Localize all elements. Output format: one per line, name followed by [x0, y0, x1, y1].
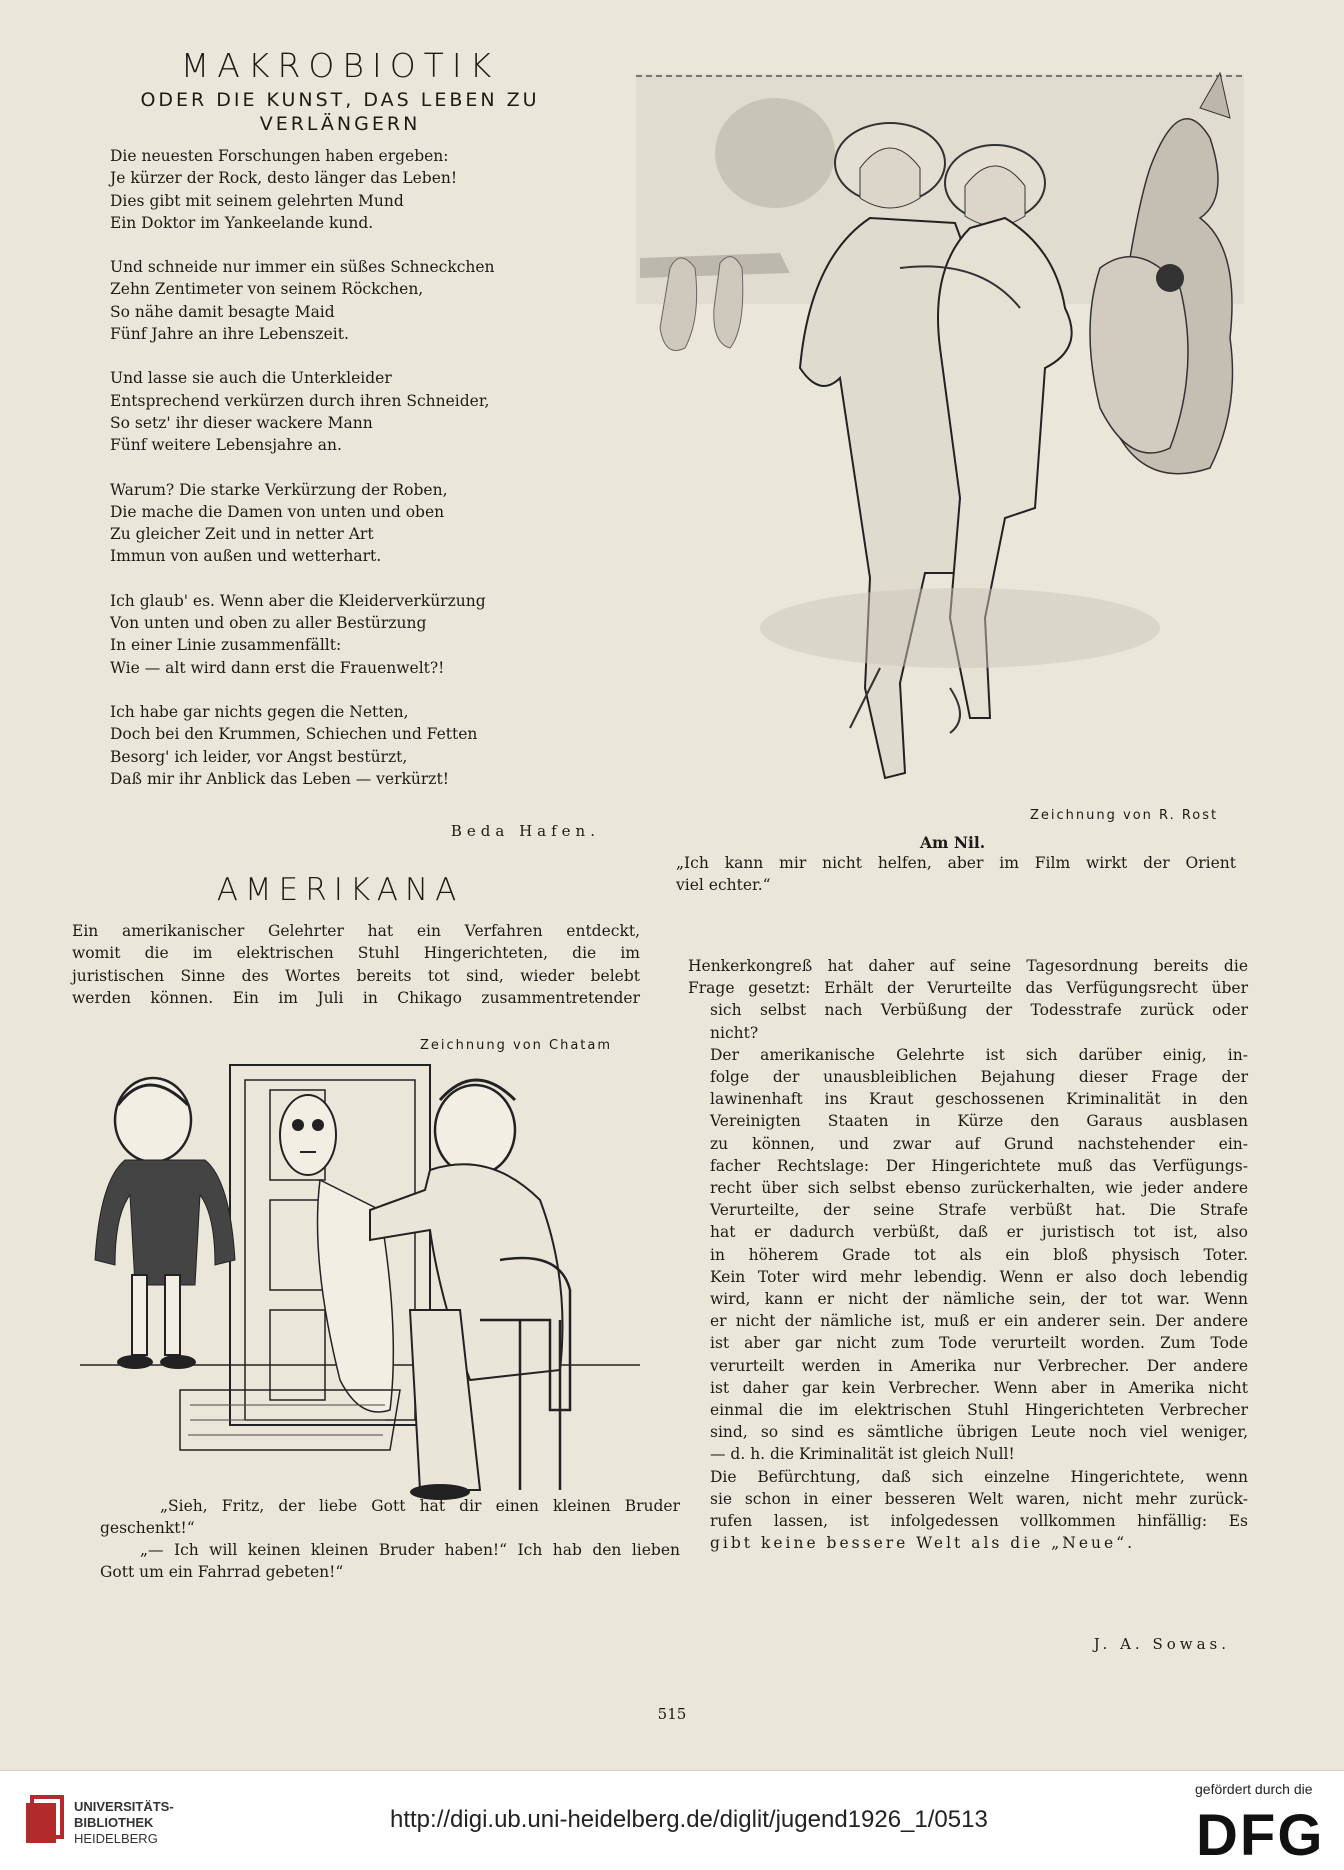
illustration-bottom-credit: Zeichnung von Chatam [420, 1038, 613, 1053]
library-line1: UNIVERSITÄTS- [74, 1799, 174, 1814]
article-line: sich selbst nach Verbüßung der Todesstrafe zurück oder [710, 1001, 1248, 1020]
poem-title: MAKROBIOTIK [180, 46, 500, 85]
article-line: einmal die im elektrischen Stuhl Hingerichteten Verbrecher [710, 1401, 1248, 1420]
article-body [688, 955, 1248, 1554]
poem-body [110, 145, 580, 812]
article-line: Vereinigten Staaten in Kürze den Garaus ausblasen [710, 1112, 1248, 1131]
poem-line: Doch bei den Krummen, Schiechen und Fetten [110, 725, 478, 744]
article-line: Kein Toter wird mehr lebendig. Wenn er also doch lebendig [710, 1267, 1248, 1286]
caption-line: Gott um ein Fahrrad gebeten!“ [100, 1563, 344, 1581]
article-intro [72, 920, 640, 1010]
article-line: Frage gesetzt: Erhält der Verurteilte das Verfügungsrecht über [688, 979, 1248, 998]
illustration-top-caption-title: Am Nil. [920, 833, 986, 852]
caption-line: geschenkt!“ [100, 1519, 195, 1537]
article-line: rufen lassen, ist infolgedessen vollkommen hinfällig: Es [710, 1512, 1248, 1531]
article-author: J. A. Sowas. [1093, 1635, 1230, 1653]
caption-line: „Ich kann mir nicht helfen, aber im Film wirkt der Orient [676, 854, 1236, 872]
library-line3: HEIDELBERG [74, 1831, 158, 1846]
article-line: sie schon in einer besseren Welt waren, nicht mehr zurück- [710, 1489, 1248, 1508]
article-line: Henkerkongreß hat daher auf seine Tagesordnung bereits die [688, 957, 1248, 975]
article-line: Verurteilte, der seine Strafe verbüßt hat. Die Strafe [710, 1201, 1248, 1220]
article-line: juristischen Sinne des Wortes bereits tot sind, wieder belebt [72, 966, 640, 985]
illustration-two-women [630, 68, 1250, 828]
article-line: nicht? [710, 1023, 759, 1042]
footer-bar [0, 1770, 1344, 1870]
article-line: recht über sich selbst ebenso zurückerhalten, wie jeder andere [710, 1179, 1248, 1198]
university-logo-icon [20, 1793, 68, 1849]
poem-line: Immun von außen und wetterhart. [110, 547, 382, 566]
article-line: folge der unausbleiblichen Bejahung dieser Frage der [710, 1068, 1248, 1087]
illustration-top-credit: Zeichnung von R. Rost [1030, 808, 1219, 823]
poem-stanza [110, 590, 580, 679]
poem-line: Von unten und oben zu aller Bestürzung [110, 614, 427, 633]
article-line: lawinenhaft ins Kraut geschossenen Kriminalität in den [710, 1090, 1248, 1109]
article-line: in höherem Grade tot als ein bloß physisch Toter. [710, 1245, 1248, 1264]
article-line: hat er dadurch verbüßt, daß er juristisch tot ist, also [710, 1223, 1248, 1242]
article-line: Die Befürchtung, daß sich einzelne Hingerichtete, wenn [710, 1467, 1248, 1486]
poem-line: Ein Doktor im Yankeelande kund. [110, 213, 374, 232]
source-url-link[interactable]: http://digi.ub.uni-heidelberg.de/diglit/jugend1926_1/0513 [390, 1806, 988, 1833]
article-line: verurteilt werden in Amerika nur Verbrecher. Der andere [710, 1356, 1248, 1375]
poem-line: Ich habe gar nichts gegen die Netten, [110, 702, 409, 721]
article-line: wird, kann er nicht der nämliche sein, der tot war. Wenn [710, 1290, 1248, 1309]
article-line: werden können. Ein im Juli in Chikago zusammentretender [72, 989, 640, 1008]
article-line: Ein amerikanischer Gelehrter hat ein Verfahren entdeckt, [72, 922, 640, 940]
poem-stanza [110, 256, 580, 345]
poem-subtitle-line2: VERLÄNGERN [259, 113, 421, 135]
poem-line: Die mache die Damen von unten und oben [110, 502, 445, 521]
article-line: gibt keine bessere Welt als die „Neue“. [710, 1534, 1136, 1553]
caption-line: „Sieh, Fritz, der liebe Gott hat dir einen kleinen Bruder [160, 1497, 680, 1515]
poem-stanza [110, 145, 580, 234]
article-line: sind, so sind es sämtliche übrigen Leute noch viel weniger, [710, 1423, 1248, 1442]
poem-stanza [110, 479, 580, 568]
poem-line: Die neuesten Forschungen haben ergeben: [110, 147, 449, 165]
illustration-boy-and-father [80, 1060, 640, 1510]
article-line: womit die im elektrischen Stuhl Hingerichteten, die im [72, 944, 640, 963]
article-line: — d. h. die Kriminalität ist gleich Null! [710, 1445, 1015, 1464]
library-name [74, 1799, 174, 1847]
illustration-top-caption [676, 852, 1236, 896]
poem-stanza [110, 701, 580, 790]
article-line: Der amerikanische Gelehrte ist sich darüber einig, in- [710, 1045, 1248, 1064]
poem-line: Besorg' ich leider, vor Angst bestürzt, [110, 747, 408, 766]
poem-subtitle-line1: ODER DIE KUNST, DAS LEBEN ZU [140, 89, 540, 111]
poem-line: So setz' ihr dieser wackere Mann [110, 413, 373, 432]
poem-line: Fünf Jahre an ihre Lebenszeit. [110, 325, 349, 344]
poem-line: So nähe damit besagte Maid [110, 302, 335, 321]
poem-line: Ich glaub' es. Wenn aber die Kleiderverkürzung [110, 591, 486, 610]
poem-line: Entsprechend verkürzen durch ihren Schneider, [110, 391, 490, 410]
poem-line: Je kürzer der Rock, desto länger das Leben! [110, 169, 458, 188]
poem-line: In einer Linie zusammenfällt: [110, 636, 342, 655]
poem-line: Warum? Die starke Verkürzung der Roben, [110, 480, 448, 499]
article-title: AMERIKANA [216, 872, 464, 908]
caption-line: viel echter.“ [676, 876, 771, 894]
article-line: er nicht der nämliche ist, muß er ein anderer sein. Der andere [710, 1312, 1248, 1331]
poem-stanza [110, 367, 580, 456]
caption-line: „— Ich will keinen kleinen Bruder haben!“ Ich hab den lieben [140, 1541, 680, 1559]
article-line: ist aber gar nicht zum Tode verurteilt worden. Zum Tode [710, 1334, 1248, 1353]
poem-line: Und lasse sie auch die Unterkleider [110, 369, 392, 388]
poem-line: Zu gleicher Zeit und in netter Art [110, 525, 374, 544]
article-line: facher Rechtslage: Der Hingerichtete muß das Verfügungs- [710, 1156, 1248, 1175]
library-line2: BIBLIOTHEK [74, 1815, 154, 1830]
poem-line: Zehn Zentimeter von seinem Röckchen, [110, 280, 424, 299]
poem-line: Wie — alt wird dann erst die Frauenwelt?! [110, 658, 445, 677]
poem-line: Dies gibt mit seinem gelehrten Mund [110, 191, 404, 210]
article-line: zu können, und zwar auf Grund nachstehender ein- [710, 1134, 1248, 1153]
poem-line: Fünf weitere Lebensjahre an. [110, 436, 342, 455]
poem-line: Daß mir ihr Anblick das Leben — verkürzt! [110, 769, 449, 788]
page-number: 515 [657, 1705, 687, 1723]
poem-author: Beda Hafen. [450, 822, 600, 840]
illustration-bottom-caption [100, 1495, 680, 1583]
dfg-logo: DFG [1196, 1803, 1325, 1868]
poem-line: Und schneide nur immer ein süßes Schneckchen [110, 258, 495, 277]
funded-by-label: gefördert durch die [1195, 1781, 1313, 1797]
article-line: ist daher gar kein Verbrecher. Wenn aber in Amerika nicht [710, 1378, 1248, 1397]
poem-subtitle [90, 88, 590, 136]
